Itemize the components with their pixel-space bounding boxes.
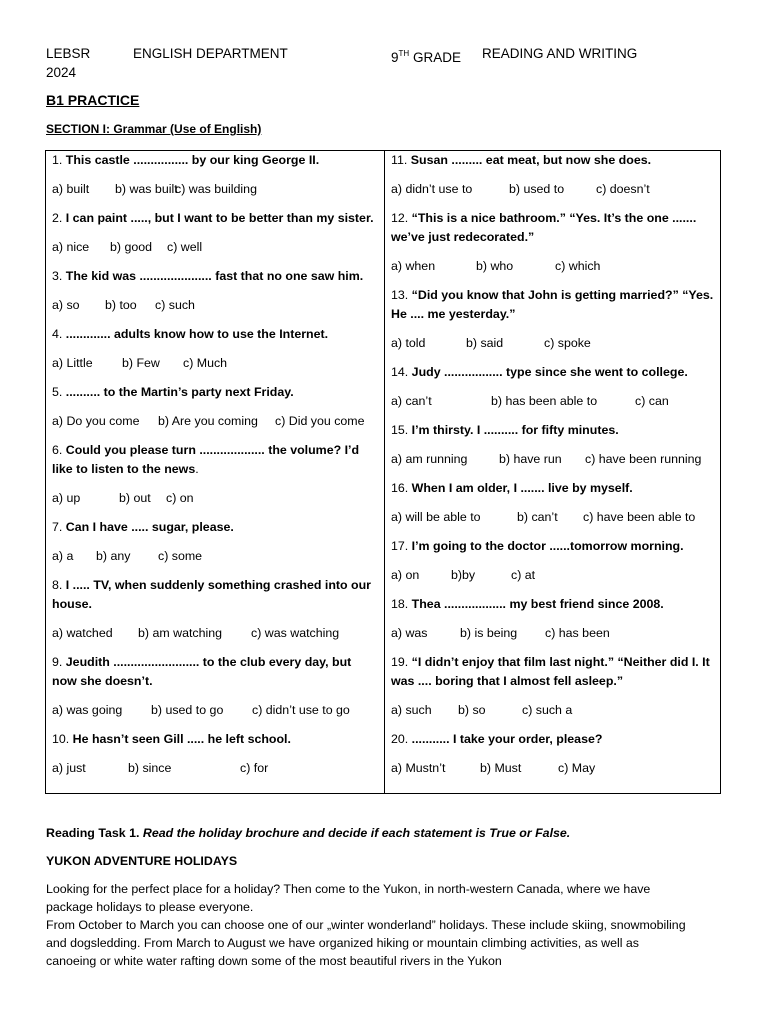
answer-option[interactable]: b) so xyxy=(458,703,486,717)
question-stem: ........... I take your order, please? xyxy=(411,732,603,746)
school-year: 2024 xyxy=(46,65,77,80)
answer-option[interactable]: a) up xyxy=(52,491,81,505)
answer-option[interactable]: b) good xyxy=(110,240,153,254)
page-title: B1 PRACTICE xyxy=(46,92,140,108)
question-stem: ............. adults know how to use the Internet. xyxy=(65,327,329,341)
answer-option[interactable]: b) any xyxy=(96,549,131,563)
question-stem: “This is a nice bathroom.” “Yes. It’s the one ....... we’ve just redecorated.” xyxy=(391,211,697,244)
question-18 xyxy=(391,595,716,614)
question-number: 20. xyxy=(391,732,412,746)
question-tail: . xyxy=(195,462,199,476)
question-stem: The kid was ..................... fast that no one saw him. xyxy=(65,269,364,283)
answer-option[interactable]: a) Little xyxy=(52,356,93,370)
answer-options xyxy=(52,354,378,373)
question-7 xyxy=(52,518,378,537)
question-17 xyxy=(391,537,716,556)
answer-option[interactable]: c) which xyxy=(555,259,601,273)
question-13 xyxy=(391,286,716,324)
question-number: 9. xyxy=(52,655,66,669)
answer-option[interactable]: b) was built xyxy=(115,182,178,196)
question-stem: Susan ......... eat meat, but now she does. xyxy=(410,153,652,167)
question-15 xyxy=(391,421,716,440)
question-stem: Jeudith ......................... to the club every day, but now she doesn’t. xyxy=(52,655,352,688)
question-6 xyxy=(52,441,378,479)
answer-option[interactable]: b) too xyxy=(105,298,137,312)
question-9 xyxy=(52,653,378,691)
answer-option[interactable]: c) Much xyxy=(183,356,228,370)
answer-option[interactable]: b) since xyxy=(128,761,172,775)
answer-options xyxy=(391,180,716,199)
questions-left-column xyxy=(46,151,385,793)
answer-options xyxy=(52,180,378,199)
question-stem: I’m thirsty. I .......... for fifty minutes. xyxy=(411,423,619,437)
answer-options xyxy=(52,701,378,720)
answer-options xyxy=(52,759,378,778)
answer-options xyxy=(52,624,378,643)
question-stem: I’m going to the doctor ......tomorrow morning. xyxy=(411,539,684,553)
question-number: 19. xyxy=(391,655,412,669)
answer-option[interactable]: c) such a xyxy=(522,703,573,717)
answer-option[interactable]: c) was building xyxy=(175,182,257,196)
answer-option[interactable]: a) Do you come xyxy=(52,414,140,428)
answer-option[interactable]: b) has been able to xyxy=(491,394,598,408)
answer-options xyxy=(52,489,378,508)
answer-option[interactable]: c) May xyxy=(558,761,596,775)
question-stem: Thea .................. my best friend since 2008. xyxy=(411,597,664,611)
answer-option[interactable]: a) nice xyxy=(52,240,90,254)
question-number: 5. xyxy=(52,385,66,399)
answer-option[interactable]: a) watched xyxy=(52,626,113,640)
answer-option[interactable]: a) built xyxy=(52,182,90,196)
answer-option[interactable]: b) Must xyxy=(480,761,522,775)
answer-options xyxy=(391,701,716,720)
answer-option[interactable]: a) told xyxy=(391,336,426,350)
answer-option[interactable]: b) used to xyxy=(509,182,565,196)
question-number: 14. xyxy=(391,365,412,379)
question-number: 3. xyxy=(52,269,66,283)
question-number: 8. xyxy=(52,578,66,592)
question-stem: He hasn’t seen Gill ..... he left school. xyxy=(72,732,291,746)
answer-options xyxy=(52,238,378,257)
answer-option[interactable]: c) have been able to xyxy=(583,510,696,524)
answer-option[interactable]: a) Mustn’t xyxy=(391,761,446,775)
reading-task-instruction: Reading Task 1. Read the holiday brochure and decide if each statement is True or False. xyxy=(46,826,571,840)
answer-option[interactable]: c) has been xyxy=(545,626,610,640)
answer-options xyxy=(391,508,716,527)
question-number: 15. xyxy=(391,423,412,437)
reading-paragraph: From October to March you can choose one of our „winter wonderland” holidays. These include skiing, snowmobiling and dogsledding. From March to August we have organized hiking or mountain climbing activities, as well as canoeing or white water rafting down some of the most beautiful rivers in the Yukon xyxy=(46,918,686,968)
answer-options xyxy=(391,334,716,353)
answer-option[interactable]: b) am watching xyxy=(138,626,223,640)
answer-options xyxy=(391,257,716,276)
department-name: ENGLISH DEPARTMENT xyxy=(133,46,288,61)
question-stem: I ..... TV, when suddenly something crashed into our house. xyxy=(52,578,372,611)
answer-option[interactable]: c) well xyxy=(167,240,203,254)
question-number: 6. xyxy=(52,443,66,457)
answer-option[interactable]: b) used to go xyxy=(151,703,224,717)
answer-option[interactable]: a) can’t xyxy=(391,394,432,408)
question-10 xyxy=(52,730,378,749)
question-number: 13. xyxy=(391,288,412,302)
answer-option[interactable]: b) said xyxy=(466,336,504,350)
question-1 xyxy=(52,151,378,170)
answer-options xyxy=(391,566,716,585)
question-5 xyxy=(52,383,378,402)
answer-option[interactable]: c) spoke xyxy=(544,336,591,350)
questions-right-column xyxy=(385,151,722,793)
answer-option[interactable]: a) will be able to xyxy=(391,510,481,524)
answer-option[interactable]: c) at xyxy=(511,568,536,582)
answer-options xyxy=(52,296,378,315)
answer-option[interactable]: c) can xyxy=(635,394,669,408)
question-2 xyxy=(52,209,378,228)
answer-option[interactable]: b) is being xyxy=(460,626,518,640)
answer-options xyxy=(391,392,716,411)
question-number: 12. xyxy=(391,211,412,225)
question-stem: This castle ................ by our king George II. xyxy=(65,153,320,167)
answer-option[interactable]: c) for xyxy=(240,761,269,775)
answer-option[interactable]: a) so xyxy=(52,298,80,312)
grade-label: 9TH GRADE xyxy=(391,49,461,65)
question-number: 16. xyxy=(391,481,412,495)
grammar-questions-table xyxy=(45,150,721,794)
answer-option[interactable]: a) was xyxy=(391,626,428,640)
answer-option[interactable]: a) when xyxy=(391,259,436,273)
answer-option[interactable]: b) who xyxy=(476,259,514,273)
question-stem: Could you please turn ................... the volume? I’d like to listen to the news xyxy=(52,443,360,476)
answer-option[interactable]: a) just xyxy=(52,761,86,775)
question-stem: Judy ................. type since she went to college. xyxy=(411,365,688,379)
answer-option[interactable]: a) am running xyxy=(391,452,468,466)
question-stem: “Did you know that John is getting married?” “Yes. He .... me yesterday.” xyxy=(391,288,714,321)
question-14 xyxy=(391,363,716,382)
question-stem: When I am older, I ....... live by myself. xyxy=(411,481,633,495)
answer-option[interactable]: b) Few xyxy=(122,356,160,370)
question-11 xyxy=(391,151,716,170)
question-stem: Can I have ..... sugar, please. xyxy=(65,520,234,534)
question-stem: .......... to the Martin’s party next Friday. xyxy=(65,385,294,399)
question-number: 11. xyxy=(391,153,411,167)
question-8 xyxy=(52,576,378,614)
question-stem: I can paint ....., but I want to be better than my sister. xyxy=(65,211,374,225)
question-4 xyxy=(52,325,378,344)
question-number: 18. xyxy=(391,597,412,611)
answer-option[interactable]: b) can’t xyxy=(517,510,558,524)
section-heading: SECTION I: Grammar (Use of English) xyxy=(46,122,262,136)
subject-name: READING AND WRITING xyxy=(482,46,638,61)
answer-options xyxy=(52,547,378,566)
question-12 xyxy=(391,209,716,247)
question-20 xyxy=(391,730,716,749)
reading-task xyxy=(46,824,686,970)
question-number: 2. xyxy=(52,211,66,225)
answer-option[interactable]: c) on xyxy=(166,491,194,505)
answer-option[interactable]: b)by xyxy=(451,568,476,582)
answer-option[interactable]: c) doesn’t xyxy=(596,182,650,196)
answer-options xyxy=(391,624,716,643)
question-number: 4. xyxy=(52,327,66,341)
answer-option[interactable]: a) didn’t use to xyxy=(391,182,473,196)
answer-option[interactable]: b) Are you coming xyxy=(158,414,258,428)
answer-options xyxy=(52,412,378,431)
question-16 xyxy=(391,479,716,498)
school-name: LEBSR xyxy=(46,46,91,61)
answer-option[interactable]: a) was going xyxy=(52,703,123,717)
answer-option[interactable]: a) a xyxy=(52,549,74,563)
answer-option[interactable]: c) didn’t use to go xyxy=(252,703,350,717)
answer-option[interactable]: a) on xyxy=(391,568,420,582)
answer-option[interactable]: c) have been running xyxy=(585,452,702,466)
question-number: 10. xyxy=(52,732,73,746)
answer-option[interactable]: c) was watching xyxy=(251,626,340,640)
reading-title: YUKON ADVENTURE HOLIDAYS xyxy=(46,854,238,868)
answer-options xyxy=(391,759,716,778)
question-19 xyxy=(391,653,716,691)
answer-option[interactable]: a) such xyxy=(391,703,432,717)
question-number: 1. xyxy=(52,153,66,167)
reading-paragraph: Looking for the perfect place for a holiday? Then come to the Yukon, in north-western Canada, where we have package holidays to please everyone. xyxy=(46,882,651,914)
answer-option[interactable]: c) Did you come xyxy=(275,414,365,428)
question-number: 17. xyxy=(391,539,412,553)
question-number: 7. xyxy=(52,520,66,534)
answer-option[interactable]: c) some xyxy=(158,549,203,563)
answer-option[interactable]: c) such xyxy=(155,298,195,312)
answer-options xyxy=(391,450,716,469)
answer-option[interactable]: b) out xyxy=(119,491,151,505)
question-3 xyxy=(52,267,378,286)
answer-option[interactable]: b) have run xyxy=(499,452,562,466)
question-stem: “I didn’t enjoy that film last night.” “Neither did I. It was .... boring that I almost fell asleep.” xyxy=(391,655,710,688)
